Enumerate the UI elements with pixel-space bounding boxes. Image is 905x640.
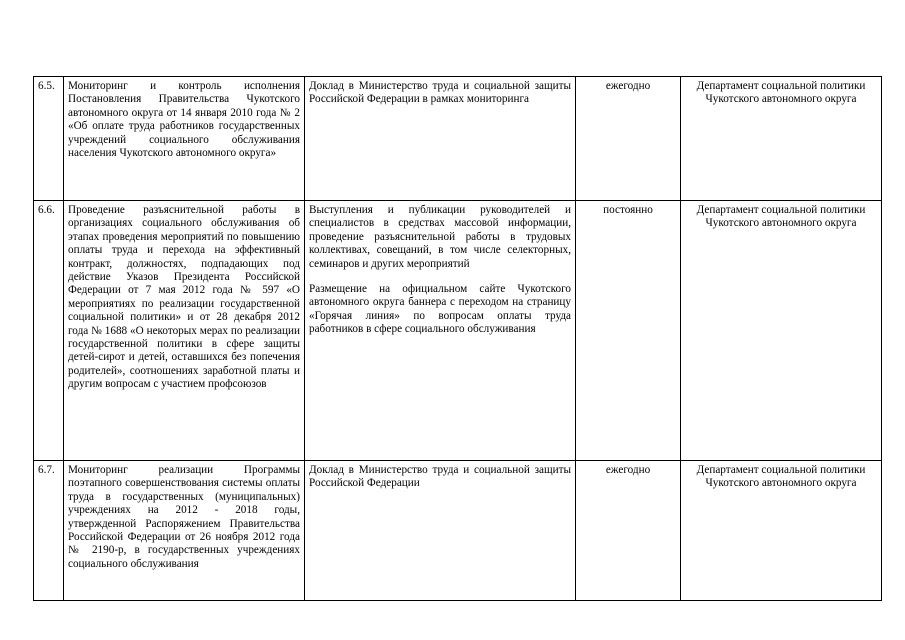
table-row <box>34 461 882 601</box>
term-cell: ежегодно <box>576 77 681 201</box>
responsible-cell: Департамент социальной политики Чукотского автономного округа <box>681 461 882 601</box>
activity-cell: Мониторинг реализации Программы поэтапного совершенствования системы оплаты труда в государственных (муниципальных) учреждениях на 2012 - 2018 годы, утвержденной Распоряжением Правительства Российской Федерации от 26 ноября 2012 года № 2190-р, в государственных учреждениях социального обслуживания <box>64 461 305 601</box>
activity-cell: Проведение разъяснительной работы в организациях социального обслуживания об этапах проведения мероприятий по повышению оплаты труда и перехода на эффективный контракт, должностях, подпадающих под действие Указов Президента Российской Федерации от 7 мая 2012 года № 597 «О мероприятиях по реализации государственной социальной политики» и от 28 декабря 2012 года № 1688 «О некоторых мерах по реализации государственной политики в сфере защиты детей-сирот и детей, оставшихся без попечения родителей», соотношениях заработной платы и другим вопросам с участием профсоюзов <box>64 201 305 461</box>
form-paragraph: Выступления и публикации руководителей и специалистов в средствах массовой информации, проведение разъяснительной работы в трудовых коллективах, совещаний, в том числе селекторных, семинаров и других мероприятий <box>309 204 571 270</box>
form-cell <box>305 201 576 461</box>
item-number: 6.6. <box>34 201 64 461</box>
form-paragraph: Доклад в Министерство труда и социальной защиты Российской Федерации <box>309 464 571 490</box>
table-row <box>34 201 882 461</box>
form-cell <box>305 77 576 201</box>
form-paragraph: Размещение на официальном сайте Чукотского автономного округа баннера с переходом на страницу «Горячая линия» по вопросам оплаты труда работников в сфере социального обслуживания <box>309 283 571 336</box>
term-cell: ежегодно <box>576 461 681 601</box>
term-cell: постоянно <box>576 201 681 461</box>
item-number: 6.7. <box>34 461 64 601</box>
activity-cell: Мониторинг и контроль исполнения Постановления Правительства Чукотского автономного округа от 14 января 2010 года № 2 «Об оплате труда работников государственных учреждений социального обслуживания населения Чукотского автономного округа» <box>64 77 305 201</box>
form-cell <box>305 461 576 601</box>
responsible-cell: Департамент социальной политики Чукотского автономного округа <box>681 77 882 201</box>
measures-table <box>33 76 882 601</box>
table-row <box>34 77 882 201</box>
form-paragraph: Доклад в Министерство труда и социальной защиты Российской Федерации в рамках мониторинга <box>309 80 571 106</box>
responsible-cell: Департамент социальной политики Чукотского автономного округа <box>681 201 882 461</box>
item-number: 6.5. <box>34 77 64 201</box>
